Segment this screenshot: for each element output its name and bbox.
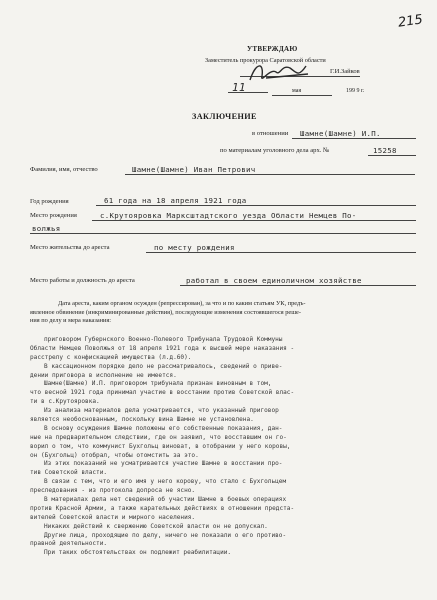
typed-line: приговором Губернского Военно-Полевого Трибунала Трудовой Коммуны <box>44 336 283 343</box>
typed-line: Шамне(Шамне) И.П. приговором трибунала признан виновным в том, <box>44 380 272 388</box>
typed-line: Области Немцев Поволжья от 18 апреля 1921 года к высшей мере наказания - <box>30 344 295 352</box>
typed-line: является необоснованным, поскольку вина Шамне не установлена. <box>30 416 254 424</box>
typed-body <box>30 336 408 558</box>
typed-line: ти в с.Крутояровка. <box>30 398 100 406</box>
approval-heading: УТВЕРЖДАЮ <box>247 45 298 53</box>
typed-line: В материалах дела нет сведений об участии Шамне в боевых операциях <box>44 496 287 504</box>
fio-value: Шамне(Шамне) Иван Петрович <box>132 165 256 174</box>
typed-line: При таких обстоятельствах он подлежит реабилитации. <box>44 549 232 557</box>
typed-line: Никаких действий к свержению Советской власти он не допускал. <box>44 522 268 530</box>
typed-line: он (Бухгольц) отобрал, чтобы отомстить за это. <box>30 451 199 459</box>
intro-paragraph <box>30 300 410 326</box>
typed-line: расстрелу с конфискацией имущества (л.д.60). <box>30 353 192 361</box>
approval-position: Заместитель прокурора Саратовской области <box>205 57 326 64</box>
typed-line: что весной 1921 года принимал участие в восстании против Советской влас- <box>30 389 295 397</box>
work-label: Место работы и должность до ареста <box>30 277 135 284</box>
regarding-value: Шамне(Шамне) И.П. <box>300 129 381 138</box>
intro-line: явленное обвинение (инкриминированные действия), последующие изменения состоявшегося реше- <box>30 308 301 316</box>
birthplace-value-continued: волжья <box>32 224 61 233</box>
typed-line: против Красной Армии, а также карательных действиях в отношении предста- <box>30 504 295 512</box>
work-value: работал в своем единоличном хозяйстве <box>186 276 362 285</box>
typed-line: В кассационном порядке дело не рассматривалось, сведений о приве- <box>44 362 283 370</box>
intro-line: Дата ареста, каким органом осужден (репрессирован), за что и по каким статьям УК, предъ- <box>58 300 306 307</box>
typed-line: правной деятельности. <box>30 540 108 548</box>
typed-line: тив Советской власти. <box>30 469 108 477</box>
typed-line: Из анализа материалов дела усматривается, что указанный приговор <box>44 407 279 415</box>
signature-scribble <box>246 58 316 88</box>
birth-year-label: Год рождения <box>30 198 69 205</box>
typed-line: Другие лица, проходящие по делу, ничего не показали о его противо- <box>44 531 287 539</box>
typed-line: преследования - из протокола допроса не ясно. <box>30 487 196 495</box>
residence-label: Место жительства до ареста <box>30 244 110 251</box>
typed-line: В основу осуждения Шамне положены его собственные показания, дан- <box>44 424 283 432</box>
approval-signer: Г.И.Зайков <box>330 68 360 75</box>
typed-line: В связи с тем, что и его имя у него корову, что стало с Бухгольцем <box>44 478 287 486</box>
birth-year-value: 61 года на 18 апреля 1921 года <box>104 196 247 205</box>
typed-line: ные на предварительном следствии, где он заявил, что восставшим он го- <box>30 433 287 441</box>
intro-line: ния по делу и мера наказания: <box>30 317 111 325</box>
case-label: по материалам уголовного дела арх. № <box>220 147 330 154</box>
residence-value: по месту рождения <box>154 243 235 252</box>
approval-day: 11 <box>232 81 246 94</box>
birthplace-value: с.Крутояровка Марксштадтского уезда Области Немцев По- <box>100 211 357 220</box>
corner-page-number: 215 <box>397 12 424 31</box>
typed-line: дении приговора в исполнение не имеется. <box>30 371 177 379</box>
typed-line: Из этих показаний не усматривается участие Шамне в восстании про- <box>44 460 283 468</box>
regarding-label: в отношении <box>252 130 289 137</box>
document-title: ЗАКЛЮЧЕНИЕ <box>192 112 257 121</box>
fio-label: Фамилия, имя, отчество <box>30 166 98 173</box>
birthplace-label: Место рождения <box>30 212 77 219</box>
typed-line: ворил о том, что коммунист Бухгольц виноват, в отобрании у него коровы, <box>30 442 291 450</box>
case-number: 15258 <box>373 146 397 155</box>
typed-line: вителей Советской власти и мирного населения. <box>30 513 196 521</box>
approval-month: мая <box>292 88 302 94</box>
approval-year: 199 9 г. <box>346 88 365 94</box>
